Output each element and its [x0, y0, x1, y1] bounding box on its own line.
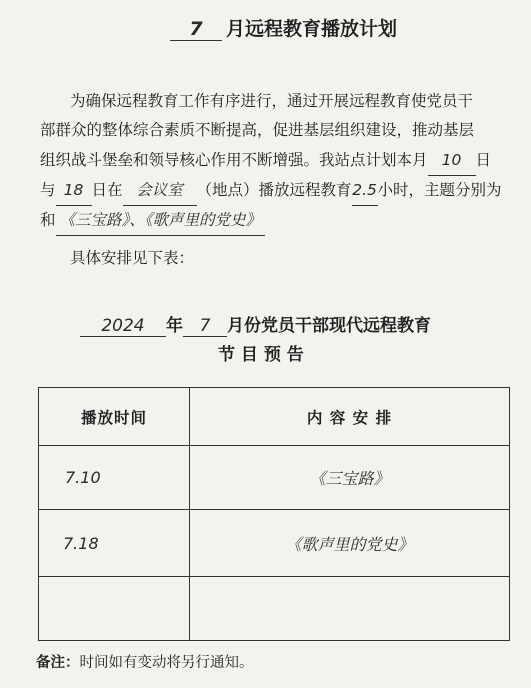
- row-content: [190, 576, 510, 640]
- row-time: [39, 576, 190, 640]
- note-text: 时间如有变动将另行通知。: [79, 655, 254, 671]
- note: [36, 651, 254, 672]
- table-row: [39, 510, 510, 576]
- note-label: 备注：: [36, 654, 80, 671]
- year-field: 2024: [80, 316, 166, 337]
- schedule-table: [38, 387, 510, 641]
- detail-line: 具体安排见下表：: [70, 249, 195, 267]
- row-time: 7.10: [39, 446, 190, 510]
- header-time: 播放时间: [39, 388, 190, 446]
- intro-line-5: 和 《三宝路》、《歌声里的党史》: [40, 206, 265, 236]
- day-start-field: 10: [428, 146, 476, 176]
- header-content: 内 容 安 排: [190, 388, 510, 446]
- row-content: 《歌声里的党史》: [190, 510, 510, 576]
- title-month: 7: [170, 18, 222, 41]
- title-text: 月远程教育播放计划: [226, 18, 398, 40]
- intro-line-3: 组织战斗堡垒和领导核心作用不断增强。我站点计划本月 10 日: [40, 146, 491, 176]
- intro-line-1: 为确保远程教育工作有序进行，通过开展远程教育使党员干: [70, 92, 474, 110]
- subtitle-month-field: 7: [183, 316, 227, 337]
- intro-line-2: 部群众的整体综合素质不断提高，促进基层组织建设，推动基层: [40, 121, 475, 139]
- table-row: [39, 446, 510, 510]
- row-content: 《三宝路》: [190, 446, 510, 510]
- hours-field: 2.5: [352, 176, 378, 206]
- program-subtitle: 2024 年 7 月份党员干部现代远程教育: [80, 311, 431, 337]
- intro-line-4: 与 18 日在 会议室 （地点）播放远程教育2.5小时，主题分别为: [40, 176, 502, 206]
- row-time: 7.18: [39, 510, 190, 576]
- program-subtitle-line-2: 节 目 预 告: [218, 345, 304, 365]
- day-end-field: 18: [56, 176, 92, 206]
- place-field: 会议室: [123, 176, 197, 206]
- topics-field: 《三宝路》、《歌声里的党史》: [56, 206, 266, 236]
- table-row: [39, 576, 510, 640]
- table-header-row: [39, 388, 510, 446]
- page-title: [170, 14, 397, 41]
